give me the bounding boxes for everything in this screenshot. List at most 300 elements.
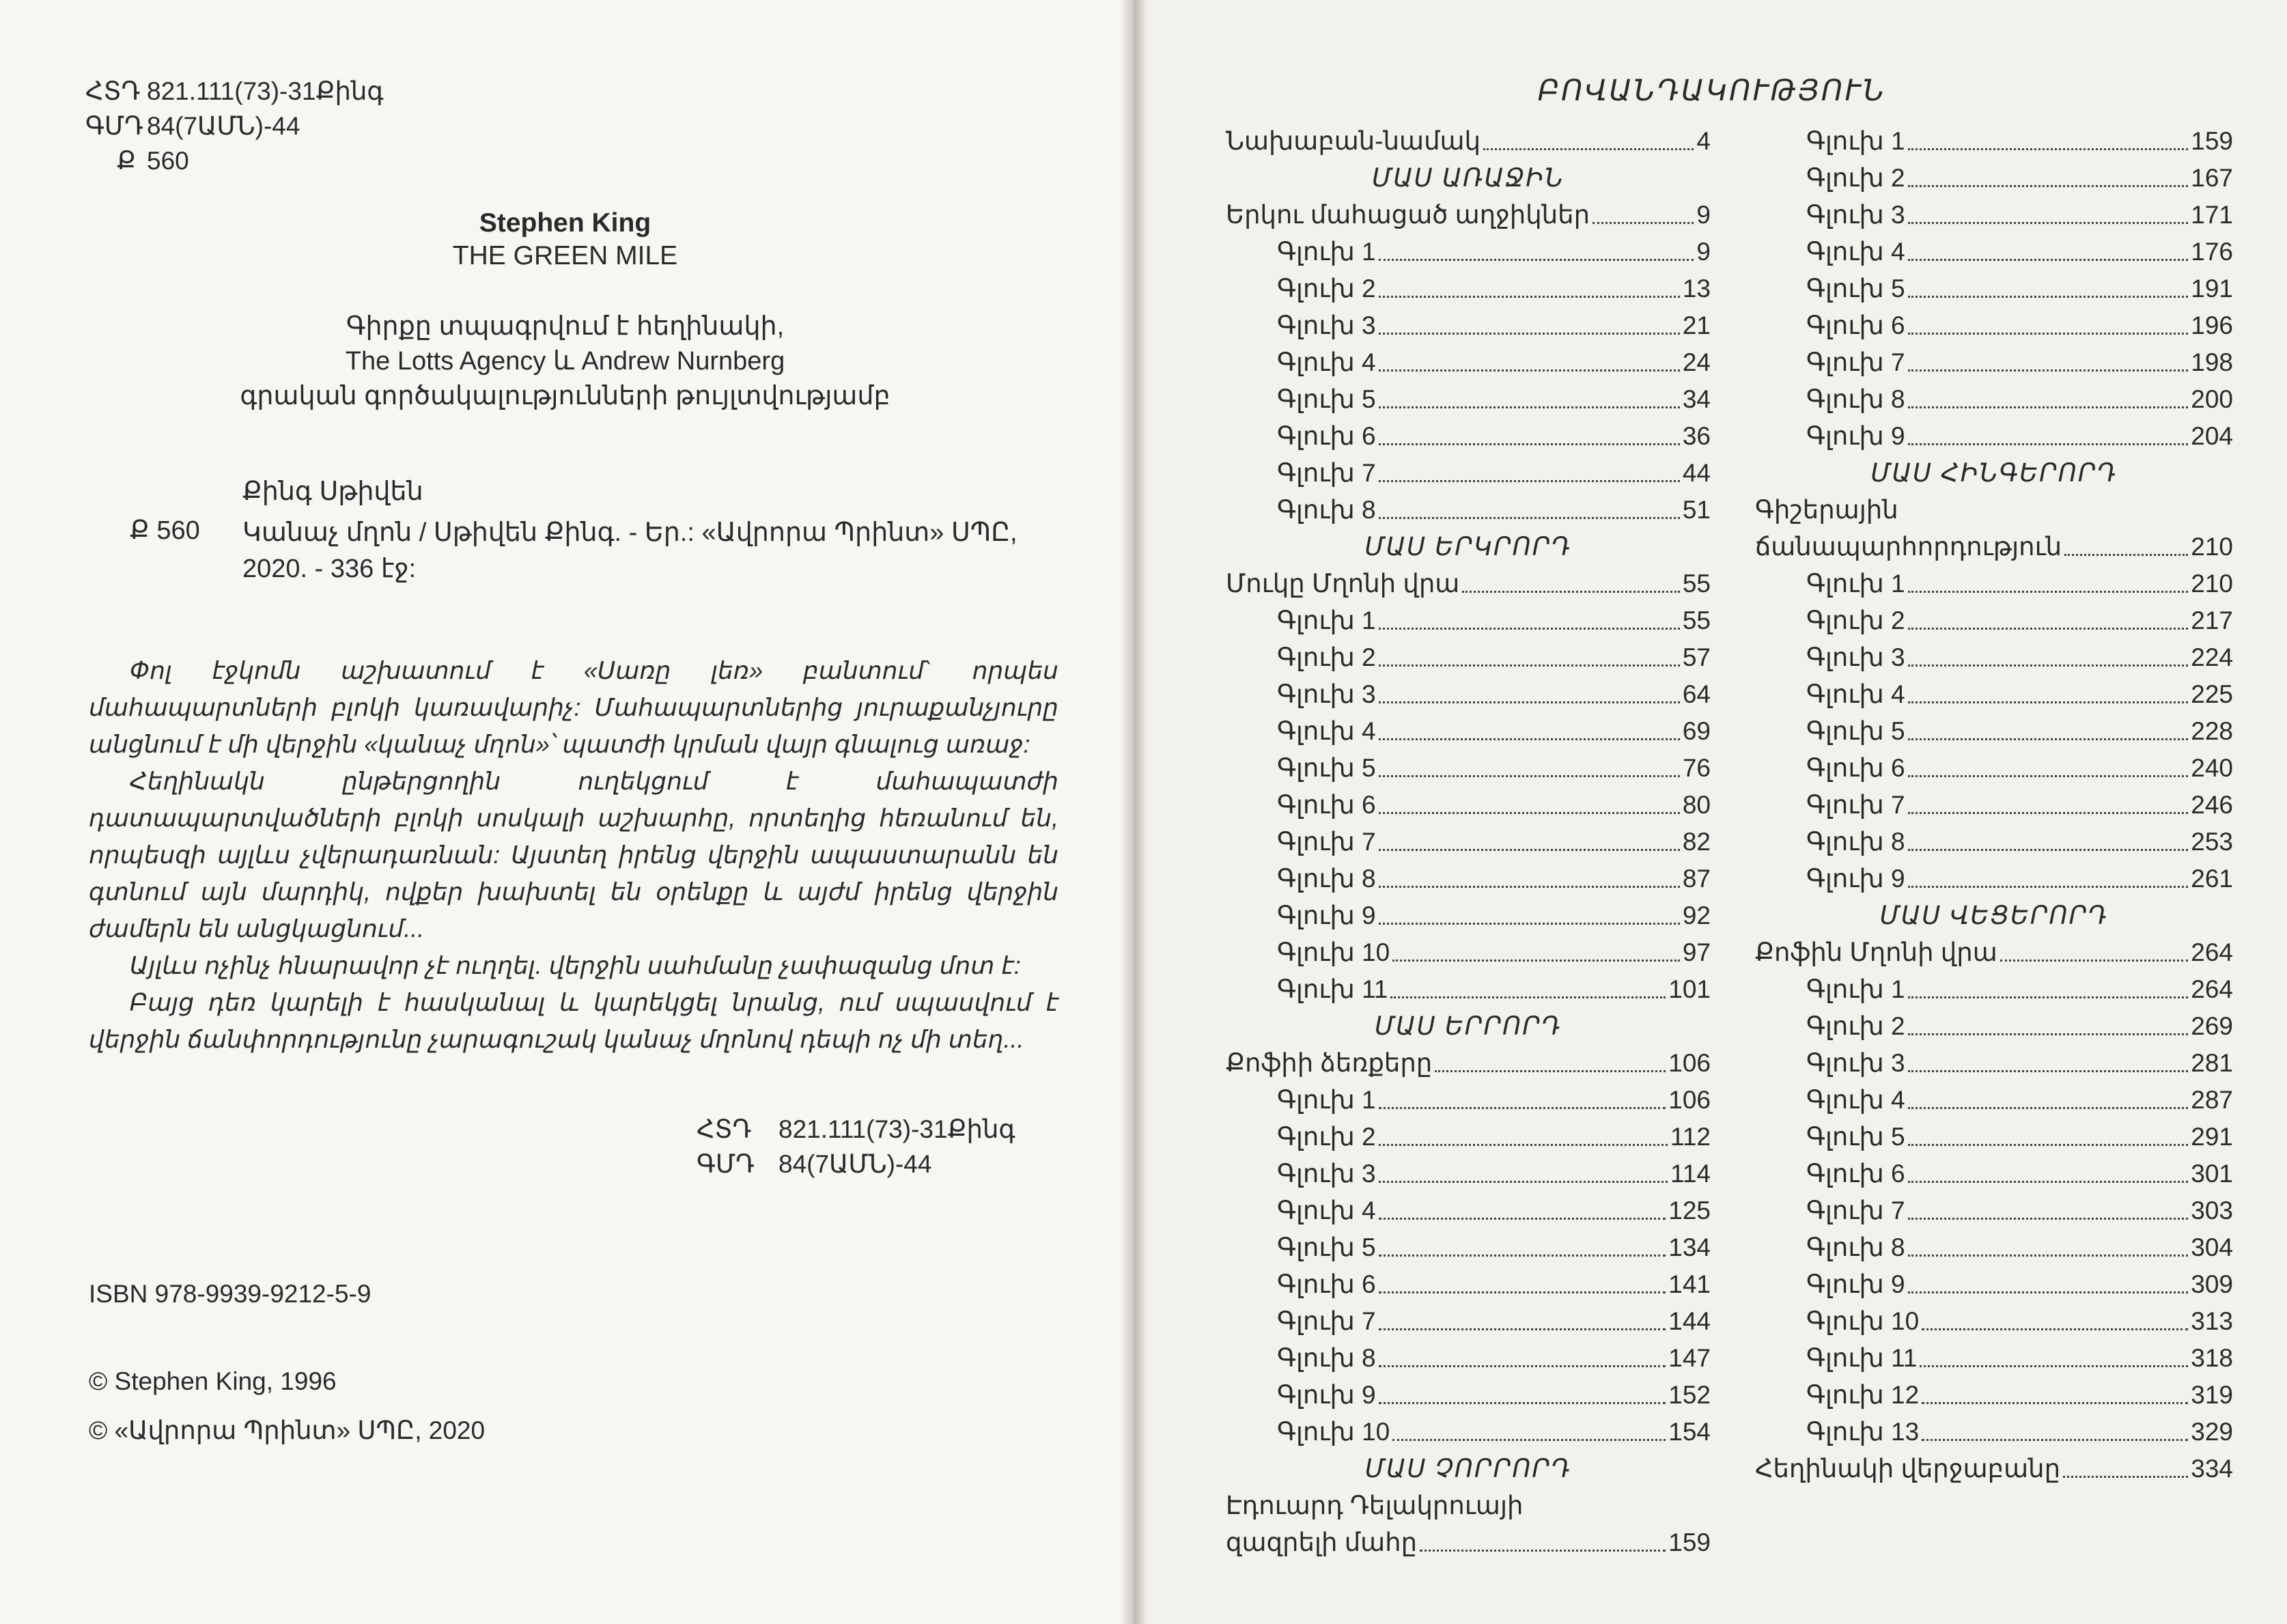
toc-chapter-row	[1755, 1008, 2233, 1045]
toc-page-number: 264	[2191, 938, 2233, 966]
toc-entry-label: Գլուխ 7	[1806, 1196, 1905, 1224]
toc-entry-row	[1226, 1045, 1711, 1082]
toc-entry-label: Գլուխ 7	[1277, 828, 1376, 856]
toc-chapter-row	[1755, 787, 2233, 824]
toc-chapter-row	[1755, 676, 2233, 713]
toc-chapter-row	[1226, 971, 1711, 1008]
toc-leader-dots	[1379, 1218, 1666, 1220]
toc-part-heading	[1226, 160, 1711, 197]
toc-page-number: 200	[2191, 385, 2233, 413]
toc-page-number: 171	[2191, 201, 2233, 229]
toc-leader-dots	[1908, 591, 2188, 593]
toc-page-number: 240	[2191, 754, 2233, 782]
toc-chapter-row	[1755, 750, 2233, 787]
toc-entry-label: Նախաբան-նամակ	[1226, 127, 1481, 155]
toc-page-number: 225	[2191, 680, 2233, 708]
toc-page-number: 269	[2191, 1012, 2233, 1040]
toc-page-number: 309	[2191, 1270, 2233, 1298]
toc-entry-label: զազրելի մահը	[1226, 1528, 1418, 1556]
toc-leader-dots	[1908, 1033, 2188, 1035]
annotation-paragraph: Բայց դեռ կարելի է հասկանալ և կարեկցել նրանց, ում սպասվում է վերջին ճանփորդությունը չարագուշակ կանաչ մղոնով դեպի ոչ մի տեղ...	[89, 988, 1058, 1053]
toc-entry-label: Գլուխ 12	[1806, 1381, 1920, 1409]
toc-leader-dots	[1379, 443, 1680, 445]
toc-page-number: 106	[1668, 1086, 1711, 1114]
toc-entry-row	[1226, 565, 1711, 602]
toc-leader-dots	[1379, 1291, 1666, 1293]
udc-top-block	[85, 74, 384, 178]
toc-page-number: 134	[1668, 1233, 1711, 1261]
toc-chapter-row	[1755, 1266, 2233, 1303]
toc-page-number: 210	[2191, 570, 2233, 598]
toc-chapter-row	[1755, 1119, 2233, 1156]
toc-leader-dots	[1390, 996, 1666, 998]
toc-page-number: 287	[2191, 1086, 2233, 1114]
toc-leader-dots	[1379, 775, 1680, 777]
toc-leader-dots	[1922, 1402, 2188, 1404]
toc-entry-label: Գլուխ 5	[1277, 385, 1376, 413]
toc-leader-dots	[1379, 517, 1680, 519]
toc-chapter-row	[1226, 492, 1711, 529]
toc-page-number: 114	[1670, 1160, 1711, 1188]
toc-page-number: 159	[1668, 1528, 1711, 1556]
toc-page-number: 9	[1696, 238, 1711, 266]
udc-row: ՀՏԴ 821.111(73)-31Քինգ	[697, 1115, 1015, 1143]
toc-chapter-row	[1226, 270, 1711, 307]
copyright-author: © Stephen King, 1996	[89, 1367, 337, 1395]
toc-entry-label: Գլուխ 3	[1806, 201, 1905, 229]
toc-page-number: 329	[2191, 1418, 2233, 1446]
toc-entry-label: Գլուխ 6	[1806, 754, 1905, 782]
rights-notice: Գիրքը տպագրվում է հեղինակի, The Lotts Agency և Andrew Nurnberg գրական գործակալությունների թույլտվությամբ	[240, 312, 890, 410]
toc-chapter-row	[1755, 824, 2233, 860]
toc-chapter-row	[1755, 565, 2233, 602]
toc-entry-label: Գլուխ 11	[1806, 1344, 1918, 1372]
toc-chapter-row	[1755, 234, 2233, 270]
toc-page-number: 69	[1682, 717, 1711, 745]
toc-entry-label: Գլուխ 7	[1806, 791, 1905, 819]
toc-leader-dots	[1379, 628, 1680, 630]
toc-entry-label: Գլուխ 10	[1806, 1307, 1920, 1335]
toc-entry-row	[1226, 1487, 1711, 1524]
toc-page-number: 55	[1682, 570, 1711, 598]
toc-entry-label: Գլուխ 6	[1806, 1160, 1905, 1188]
toc-chapter-row	[1226, 234, 1711, 270]
toc-chapter-row	[1226, 897, 1711, 934]
toc-page-number: 4	[1696, 127, 1711, 155]
toc-page-number: 253	[2191, 828, 2233, 856]
toc-page-number: 159	[2191, 127, 2233, 155]
toc-page-number: 319	[2191, 1381, 2233, 1409]
toc-page-number: 334	[2191, 1455, 2233, 1483]
toc-chapter-row	[1226, 1303, 1711, 1340]
toc-page-number: 154	[1668, 1418, 1711, 1446]
toc-entry-label: Գլուխ 4	[1806, 238, 1905, 266]
toc-page-number: 313	[2191, 1307, 2233, 1335]
toc-chapter-row	[1755, 270, 2233, 307]
toc-chapter-row	[1226, 676, 1711, 713]
toc-entry-label: Գլուխ 1	[1277, 238, 1376, 266]
toc-leader-dots	[1908, 148, 2188, 150]
toc-page-number: 264	[2191, 975, 2233, 1003]
toc-entry-label: Գլուխ 9	[1806, 1270, 1905, 1298]
toc-leader-dots	[1908, 1291, 2188, 1293]
toc-entry-label: Գլուխ 9	[1806, 422, 1905, 450]
toc-entry-row	[1226, 123, 1711, 160]
toc-leader-dots	[2063, 1476, 2188, 1478]
toc-chapter-row	[1755, 971, 2233, 1008]
toc-page-number: 106	[1668, 1049, 1711, 1077]
toc-leader-dots	[1908, 1181, 2188, 1183]
toc-chapter-row	[1755, 1156, 2233, 1192]
toc-leader-dots	[1908, 996, 2188, 998]
toc-part-heading	[1226, 529, 1711, 565]
toc-entry-row	[1755, 529, 2233, 565]
toc-chapter-row	[1755, 160, 2233, 197]
toc-entry-label: Գլուխ 8	[1277, 865, 1376, 893]
toc-leader-dots	[1379, 664, 1680, 667]
toc-part-heading	[1226, 1451, 1711, 1487]
toc-chapter-row	[1755, 418, 2233, 455]
toc-leader-dots	[1379, 333, 1680, 335]
toc-chapter-row	[1755, 713, 2233, 750]
toc-entry-row	[1226, 1524, 1711, 1561]
toc-chapter-row	[1226, 1266, 1711, 1303]
catalog-price-code: Ք 560	[130, 516, 200, 545]
toc-page-number: 176	[2191, 238, 2233, 266]
toc-chapter-row	[1755, 1377, 2233, 1414]
toc-leader-dots	[1920, 1365, 2188, 1367]
toc-part-label: ՄԱՍ ԵՐՐՈՐԴ	[1374, 1012, 1562, 1040]
toc-entry-label: Գլուխ 4	[1806, 1086, 1905, 1114]
toc-chapter-row	[1755, 1045, 2233, 1082]
toc-page-number: 97	[1682, 938, 1711, 966]
toc-chapter-row	[1755, 602, 2233, 639]
toc-page-number: 82	[1682, 828, 1711, 856]
toc-leader-dots	[1908, 812, 2188, 814]
toc-entry-label: Գլուխ 8	[1806, 828, 1905, 856]
toc-entry-label: Գլուխ 9	[1277, 901, 1376, 929]
toc-entry-label: Գլուխ 1	[1277, 606, 1376, 634]
toc-leader-dots	[1908, 333, 2188, 335]
toc-page-number: 112	[1670, 1123, 1711, 1151]
toc-leader-dots	[1435, 1070, 1666, 1072]
annotation	[89, 652, 1058, 1058]
toc-page-number: 204	[2191, 422, 2233, 450]
toc-page-number: 21	[1682, 311, 1711, 339]
toc-entry-label: Գլուխ 4	[1806, 680, 1905, 708]
toc-leader-dots	[1379, 923, 1680, 925]
toc-entry-row	[1755, 492, 2233, 529]
toc-entry-label: Գլուխ 5	[1806, 1123, 1905, 1151]
toc-entry-label: Գլուխ 1	[1806, 975, 1905, 1003]
udc-row: ԳՄԴ 84(7ԱՄՆ)-44	[85, 112, 300, 140]
toc-leader-dots	[1379, 701, 1680, 703]
toc-entry-label: Գլուխ 2	[1277, 1123, 1376, 1151]
toc-leader-dots	[1908, 259, 2188, 261]
toc-leader-dots	[1908, 1144, 2188, 1146]
toc-leader-dots	[1379, 1255, 1666, 1257]
toc-entry-label: Գլուխ 3	[1806, 643, 1905, 671]
toc-leader-dots	[1908, 1070, 2188, 1072]
toc-leader-dots	[1392, 1439, 1666, 1441]
toc-chapter-row	[1226, 381, 1711, 418]
toc-entry-label: Գլուխ 6	[1277, 422, 1376, 450]
toc-leader-dots	[1392, 960, 1680, 962]
toc-entry-label: Գլուխ 3	[1806, 1049, 1905, 1077]
toc-leader-dots	[1379, 812, 1680, 814]
toc-entry-label: Գլուխ 2	[1277, 643, 1376, 671]
toc-entry-label: Գլուխ 9	[1806, 865, 1905, 893]
toc-page-number: 198	[2191, 348, 2233, 376]
toc-page-number: 144	[1668, 1307, 1711, 1335]
toc-entry-label: Գլուխ 3	[1277, 311, 1376, 339]
toc-page-number: 301	[2191, 1160, 2233, 1188]
toc-entry-label: Գլուխ 5	[1277, 754, 1376, 782]
toc-chapter-row	[1755, 307, 2233, 344]
toc-page-number: 92	[1682, 901, 1711, 929]
udc-row: ԳՄԴ 84(7ԱՄՆ)-44	[697, 1150, 932, 1178]
toc-entry-label: Գլուխ 2	[1806, 606, 1905, 634]
toc-chapter-row	[1755, 1414, 2233, 1451]
annotation-paragraph: Փոլ էջկոմն աշխատում է «Սառը լեռ» բանտում` որպես մահապարտների բլոկի կառավարիչ: Մահապարտներից յուրաքանչյուրը անցնում է մի վերջին «կանաչ մղոն»՝ պատժի կրման վայր գնալուց առաջ:	[89, 656, 1058, 758]
toc-chapter-row	[1755, 381, 2233, 418]
toc-page-number: 34	[1682, 385, 1711, 413]
toc-entry-label: Գլուխ 2	[1806, 164, 1905, 192]
toc-entry-label: Քոֆին Մղոնի վրա	[1755, 938, 1997, 966]
toc-page-number: 304	[2191, 1233, 2233, 1261]
toc-chapter-row	[1226, 602, 1711, 639]
toc-page-number: 246	[2191, 791, 2233, 819]
toc-page-number: 101	[1668, 975, 1711, 1003]
toc-page-number: 76	[1682, 754, 1711, 782]
toc-leader-dots	[1908, 222, 2188, 224]
udc-bottom-block	[697, 1112, 1015, 1181]
toc-entry-label: Քոֆիի ձեռքերը	[1226, 1049, 1433, 1077]
toc-chapter-row	[1226, 713, 1711, 750]
toc-entry-label: Էդուարդ Դելակրուայի	[1226, 1492, 1524, 1520]
toc-leader-dots	[1379, 1107, 1666, 1109]
toc-chapter-row	[1226, 418, 1711, 455]
toc-leader-dots	[1908, 738, 2188, 740]
toc-entry-label: Գլուխ 7	[1806, 348, 1905, 376]
toc-chapter-row	[1755, 1229, 2233, 1266]
toc-entry-label: Գլուխ 2	[1806, 1012, 1905, 1040]
author-english: Stephen King	[479, 208, 651, 238]
toc-leader-dots	[1908, 296, 2188, 298]
toc-leader-dots	[1379, 406, 1680, 408]
toc-leader-dots	[1379, 296, 1680, 298]
toc-entry-label: Գլուխ 10	[1277, 1418, 1390, 1446]
toc-entry-label: Գլուխ 4	[1277, 717, 1376, 745]
toc-page-number: 152	[1668, 1381, 1711, 1409]
toc-chapter-row	[1226, 934, 1711, 971]
toc-chapter-row	[1755, 197, 2233, 234]
toc-leader-dots	[1379, 886, 1680, 888]
toc-chapter-row	[1226, 344, 1711, 381]
toc-part-heading	[1755, 897, 2233, 934]
toc-page-number: 80	[1682, 791, 1711, 819]
udc-row: Ք 560	[116, 147, 189, 175]
toc-entry-row	[1755, 934, 2233, 971]
toc-page-number: 125	[1668, 1196, 1711, 1224]
toc-page-number: 44	[1682, 459, 1711, 487]
toc-leader-dots	[1462, 591, 1680, 593]
isbn: ISBN 978-9939-9212-5-9	[89, 1280, 371, 1308]
toc-entry-label: Գլուխ 6	[1277, 1270, 1376, 1298]
toc-part-label: ՄԱՍ ՉՈՐՐՈՐԴ	[1364, 1455, 1572, 1483]
toc-entry-row	[1755, 1451, 2233, 1487]
toc-entry-label: Գլուխ 8	[1277, 496, 1376, 524]
toc-chapter-row	[1226, 1229, 1711, 1266]
toc-leader-dots	[1908, 775, 2188, 777]
toc-entry-label: Գլուխ 6	[1806, 311, 1905, 339]
toc-entry-label: Գլուխ 2	[1277, 275, 1376, 303]
toc-chapter-row	[1226, 1082, 1711, 1119]
toc-page-number: 217	[2191, 606, 2233, 634]
toc-page-number: 318	[2191, 1344, 2233, 1372]
toc-entry-label: ճանապարհորդություն	[1755, 533, 2062, 561]
toc-entry-label: Գլուխ 5	[1806, 275, 1905, 303]
toc-chapter-row	[1226, 1156, 1711, 1192]
toc-chapter-row	[1226, 1414, 1711, 1451]
toc-entry-label: Երկու մահացած աղջիկներ	[1226, 201, 1590, 229]
toc-page-number: 261	[2191, 865, 2233, 893]
copyright-publisher: © «Ավրորա Պրինտ» ՍՊԸ, 2020	[89, 1416, 486, 1444]
toc-leader-dots	[1379, 1328, 1666, 1330]
toc-leader-dots	[1379, 1181, 1668, 1183]
toc-leader-dots	[1379, 849, 1680, 851]
toc-leader-dots	[1379, 1365, 1666, 1367]
toc-page-number: 228	[2191, 717, 2233, 745]
toc-chapter-row	[1755, 639, 2233, 676]
toc-leader-dots	[1908, 1255, 2188, 1257]
toc-page-number: 167	[2191, 164, 2233, 192]
toc-chapter-row	[1755, 1340, 2233, 1377]
toc-leader-dots	[1593, 222, 1694, 224]
toc-chapter-row	[1755, 860, 2233, 897]
toc-entry-label: Գլուխ 8	[1806, 385, 1905, 413]
toc-page-number: 64	[1682, 680, 1711, 708]
toc-entry-label: Գլուխ 1	[1806, 570, 1905, 598]
toc-chapter-row	[1226, 455, 1711, 492]
toc-leader-dots	[1379, 738, 1680, 740]
toc-chapter-row	[1755, 1192, 2233, 1229]
toc-page-number: 51	[1682, 496, 1711, 524]
toc-chapter-row	[1755, 344, 2233, 381]
toc-chapter-row	[1226, 787, 1711, 824]
toc-entry-label: Գլուխ 8	[1277, 1344, 1376, 1372]
catalog-author: Քինգ Սթիվեն	[242, 477, 423, 506]
toc-page-number: 9	[1696, 201, 1711, 229]
toc-chapter-row	[1755, 1082, 2233, 1119]
toc-page-number: 24	[1682, 348, 1711, 376]
toc-leader-dots	[1908, 886, 2188, 888]
toc-page-number: 13	[1682, 275, 1711, 303]
toc-leader-dots	[1908, 664, 2188, 667]
toc-leader-dots	[1483, 148, 1694, 150]
toc-page-number: 303	[2191, 1196, 2233, 1224]
toc-chapter-row	[1226, 1192, 1711, 1229]
toc-leader-dots	[1379, 1144, 1668, 1146]
toc-leader-dots	[1922, 1328, 2188, 1330]
toc-page-number: 224	[2191, 643, 2233, 671]
toc-entry-label: Գլուխ 1	[1806, 127, 1905, 155]
udc-row: ՀՏԴ 821.111(73)-31Քինգ	[85, 77, 384, 105]
toc-entry-label: Գլուխ 4	[1277, 348, 1376, 376]
toc-page-number: 57	[1682, 643, 1711, 671]
toc-right-column	[1755, 123, 2233, 1487]
annotation-paragraph: Այլևս ոչինչ հնարավոր չէ ուղղել. վերջին սահմանը չափազանց մոտ է:	[130, 951, 1021, 979]
toc-chapter-row	[1226, 824, 1711, 860]
toc-part-label: ՄԱՍ ՀԻՆԳԵՐՈՐԴ	[1870, 459, 2118, 487]
toc-page-number: 196	[2191, 311, 2233, 339]
toc-chapter-row	[1226, 1377, 1711, 1414]
toc-entry-label: Մուկը Մղոնի վրա	[1226, 570, 1460, 598]
toc-entry-row	[1226, 197, 1711, 234]
toc-chapter-row	[1226, 1119, 1711, 1156]
toc-left-column	[1226, 123, 1711, 1561]
toc-leader-dots	[1379, 259, 1694, 261]
toc-entry-label: Գլուխ 7	[1277, 459, 1376, 487]
toc-chapter-row	[1226, 860, 1711, 897]
toc-entry-label: Գլուխ 3	[1277, 680, 1376, 708]
toc-title: ԲՈՎԱՆԴԱԿՈՒԹՅՈՒՆ	[1537, 74, 1887, 107]
toc-page-number: 55	[1682, 606, 1711, 634]
toc-entry-label: Գլուխ 1	[1277, 1086, 1376, 1114]
toc-leader-dots	[1908, 406, 2188, 408]
toc-leader-dots	[1908, 1218, 2188, 1220]
toc-chapter-row	[1226, 750, 1711, 787]
toc-entry-label: Գլուխ 6	[1277, 791, 1376, 819]
toc-leader-dots	[1908, 1107, 2188, 1109]
toc-leader-dots	[1922, 1439, 2188, 1441]
toc-page-number: 87	[1682, 865, 1711, 893]
toc-leader-dots	[1908, 849, 2188, 851]
toc-leader-dots	[1379, 480, 1680, 482]
toc-entry-label: Գլուխ 5	[1806, 717, 1905, 745]
annotation-paragraph: Հեղինակն ընթերցողին ուղեկցում է մահապատժի դատապարտվածների բլոկի սոսկալի աշխարհը, որտեղից հեռանում են, որպեսզի այլևս չվերադառնան: Այստեղ իրենց վերջին ապաստարանն են գտնում այն մարդիկ, ովքեր խախտել են օրենքը և այժմ իրենց վերջին ժամերն են անցկացնում...	[89, 767, 1058, 942]
toc-entry-label: Գլուխ 9	[1277, 1381, 1376, 1409]
title-english: THE GREEN MILE	[452, 241, 678, 270]
toc-page-number: 141	[1668, 1270, 1711, 1298]
toc-leader-dots	[1908, 628, 2188, 630]
toc-chapter-row	[1226, 1340, 1711, 1377]
toc-entry-label: Գլուխ 11	[1277, 975, 1388, 1003]
toc-page-number: 210	[2191, 533, 2233, 561]
toc-entry-label: Գլուխ 5	[1277, 1233, 1376, 1261]
toc-page-number: 291	[2191, 1123, 2233, 1151]
toc-leader-dots	[1379, 369, 1680, 372]
toc-leader-dots	[1908, 701, 2188, 703]
toc-leader-dots	[2000, 960, 2188, 962]
toc-leader-dots	[1908, 443, 2188, 445]
toc-chapter-row	[1755, 1303, 2233, 1340]
toc-entry-label: Գլուխ 3	[1277, 1160, 1376, 1188]
toc-leader-dots	[1379, 1402, 1666, 1404]
toc-leader-dots	[1420, 1550, 1666, 1552]
toc-entry-label: Գլուխ 13	[1806, 1418, 1920, 1446]
toc-leader-dots	[2064, 554, 2188, 556]
toc-entry-label: Գլուխ 8	[1806, 1233, 1905, 1261]
toc-chapter-row	[1755, 123, 2233, 160]
toc-chapter-row	[1226, 639, 1711, 676]
toc-part-heading	[1226, 1008, 1711, 1045]
toc-page-number: 147	[1668, 1344, 1711, 1372]
toc-part-label: ՄԱՍ ՎԵՑԵՐՈՐԴ	[1879, 901, 2109, 929]
toc-entry-label: Գլուխ 10	[1277, 938, 1390, 966]
toc-part-heading	[1755, 455, 2233, 492]
toc-leader-dots	[1908, 185, 2188, 187]
